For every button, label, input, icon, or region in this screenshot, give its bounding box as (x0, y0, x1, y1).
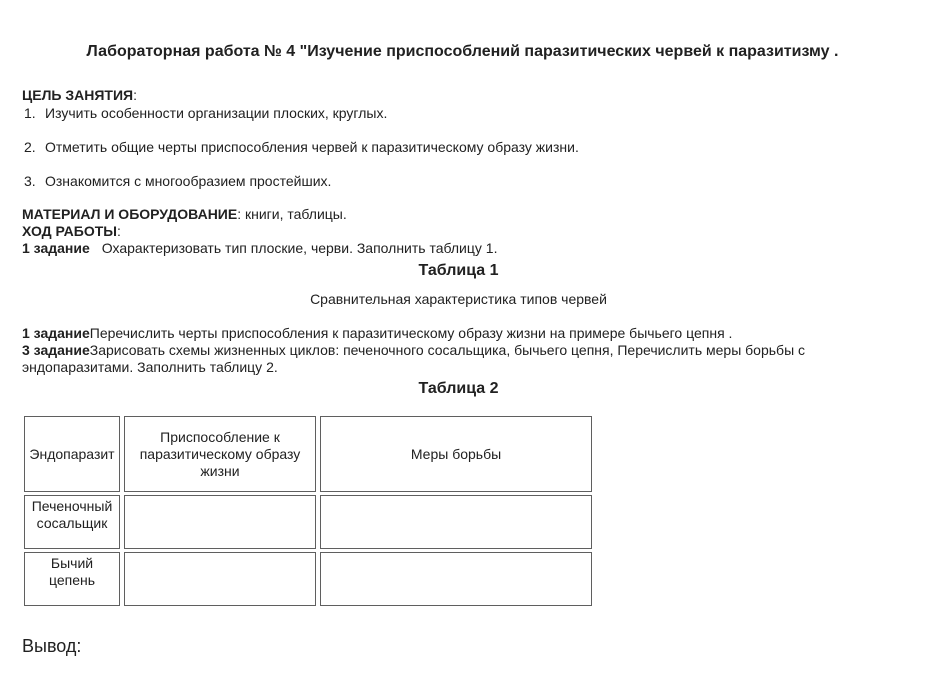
goal-item-1-number: 1. (24, 105, 36, 121)
goal-item-1-text: Изучить особенности организации плоских, круглых. (45, 105, 388, 121)
procedure-label: ХОД РАБОТЫ (22, 223, 117, 239)
goal-item-2-text: Отметить общие черты приспособления червей к паразитическому образу жизни. (45, 139, 579, 155)
goal-item-3-text: Ознакомится с многообразием простейших. (45, 173, 332, 189)
goal-label: ЦЕЛЬ ЗАНЯТИЯ (22, 87, 134, 103)
procedure-heading (22, 223, 895, 240)
task1-label: 1 задание (22, 240, 90, 256)
document-title: Лабораторная работа № 4 "Изучение приспособлений паразитических червей к паразитизму . (86, 43, 839, 60)
procedure-colon: : (116, 223, 121, 239)
goal-item-3-number: 3. (24, 173, 36, 189)
goal-colon: : (133, 87, 137, 103)
materials-value: : книги, таблицы. (237, 206, 347, 222)
table2-cell-beef-tapeworm-adaptation (124, 552, 316, 606)
table2-cell-beef-tapeworm-control (320, 552, 592, 606)
table2 (20, 413, 596, 609)
table2-row-liver-fluke (24, 495, 592, 549)
task1-line (22, 240, 895, 257)
tasks-2-3-block (22, 325, 895, 376)
task2-text: Перечислить черты приспособления к паразитическому образу жизни на примере бычьего цепня . (89, 325, 733, 341)
table2-header-row (24, 416, 592, 492)
task1-text: Охарактеризовать тип плоские, черви. Заполнить таблицу 1. (101, 240, 498, 256)
table2-header-adaptation: Приспособление к паразитическому образу жизни (124, 416, 316, 492)
table2-cell-liver-fluke-control (320, 495, 592, 549)
table2-caption: Таблица 2 (418, 380, 499, 397)
goal-section-heading (22, 87, 895, 104)
table1-caption: Таблица 1 (418, 262, 499, 279)
table2-header-control-measures: Меры борьбы (320, 416, 592, 492)
table2-cell-beef-tapeworm-name: Бычий цепень (24, 552, 120, 606)
goal-item-3 (22, 173, 895, 190)
table2-row-beef-tapeworm (24, 552, 592, 606)
table1-subtitle: Сравнительная характеристика типов червей (310, 291, 607, 307)
table2-header-endoparasite: Эндопаразит (24, 416, 120, 492)
conclusion-label: Вывод: (22, 636, 82, 656)
document-body (22, 87, 895, 657)
task3-label: 3 задание (22, 342, 90, 358)
goal-item-1 (22, 105, 895, 122)
task2-label: 1 задание (22, 325, 90, 341)
materials-line (22, 206, 895, 223)
goal-item-2-number: 2. (24, 139, 36, 155)
goal-item-2 (22, 139, 895, 156)
table2-cell-liver-fluke-name: Печеночный сосальщик (24, 495, 120, 549)
materials-label: МАТЕРИАЛ И ОБОРУДОВАНИЕ (22, 206, 238, 222)
task3-text: Зарисовать схемы жизненных циклов: печеночного сосальщика, бычьего цепня, Перечислить меры борьбы с эндопаразитами. Заполнить таблицу 2. (22, 342, 806, 375)
table2-cell-liver-fluke-adaptation (124, 495, 316, 549)
